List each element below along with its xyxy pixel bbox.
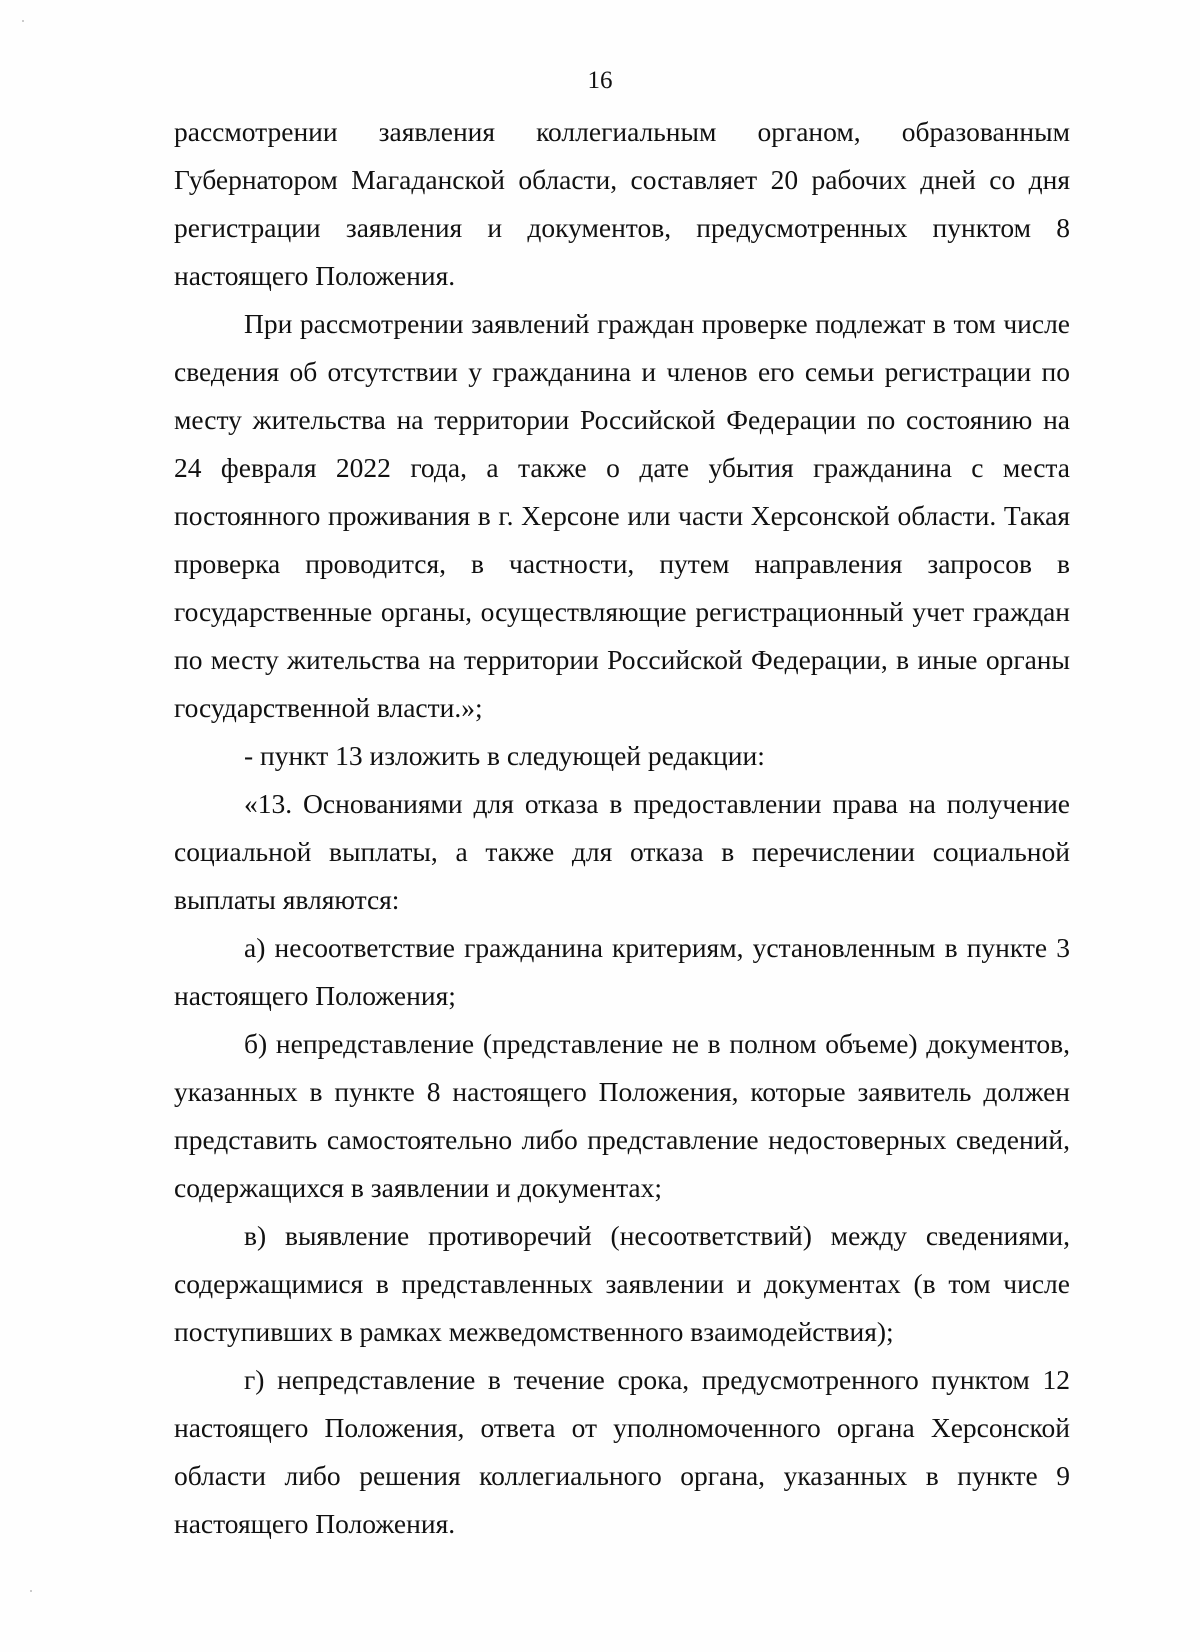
paragraph-subitem-a: а) несоответствие гражданина критериям, установленным в пункте 3 настоящего Положения;	[174, 932, 1070, 1011]
paragraph-verification: При рассмотрении заявлений граждан проверке подлежат в том числе сведения об отсутствии у гражданина и членов его семьи регистрации по месту жительства на территории Российской Федерации по состоянию на 24 февраля 2022 года, а также о дате убытия гражданина с места постоянного проживания в г. Херсоне или части Херсонской области. Такая проверка проводится, в частности, путем направления запросов в государственные органы, осуществляющие регистрационный учет граждан по месту жительства на территории Российской Федерации, в иные органы государственной власти.»;	[174, 308, 1070, 723]
paragraph-amendment-intro: - пункт 13 изложить в следующей редакции:	[244, 740, 765, 771]
paragraph-subitem-v: в) выявление противоречий (несоответствий) между сведениями, содержащимися в представленных заявлении и документах (в том числе поступивших в рамках межведомственного взаимодействия);	[174, 1220, 1070, 1347]
scan-artifact	[22, 20, 24, 22]
paragraph-item-13: «13. Основаниями для отказа в предоставлении права на получение социальной выплаты, а также для отказа в перечислении социальной выплаты являются:	[174, 788, 1070, 915]
paragraph-subitem-b: б) непредставление (представление не в полном объеме) документов, указанных в пункте 8 настоящего Положения, которые заявитель должен представить самостоятельно либо представление недостоверных сведений, содержащихся в заявлении и документах;	[174, 1028, 1070, 1203]
scan-artifact	[30, 1590, 32, 1592]
paragraph-subitem-g: г) непредставление в течение срока, предусмотренного пунктом 12 настоящего Положения, ответа от уполномоченного органа Херсонской области либо решения коллегиального органа, указанных в пункте 9 настоящего Положения.	[174, 1364, 1070, 1539]
paragraph-continuation: рассмотрении заявления коллегиальным органом, образованным Губернатором Магаданской области, составляет 20 рабочих дней со дня регистрации заявления и документов, предусмотренных пунктом 8 настоящего Положения.	[174, 116, 1070, 291]
document-body	[174, 108, 1070, 1548]
page-number: 16	[587, 67, 613, 94]
